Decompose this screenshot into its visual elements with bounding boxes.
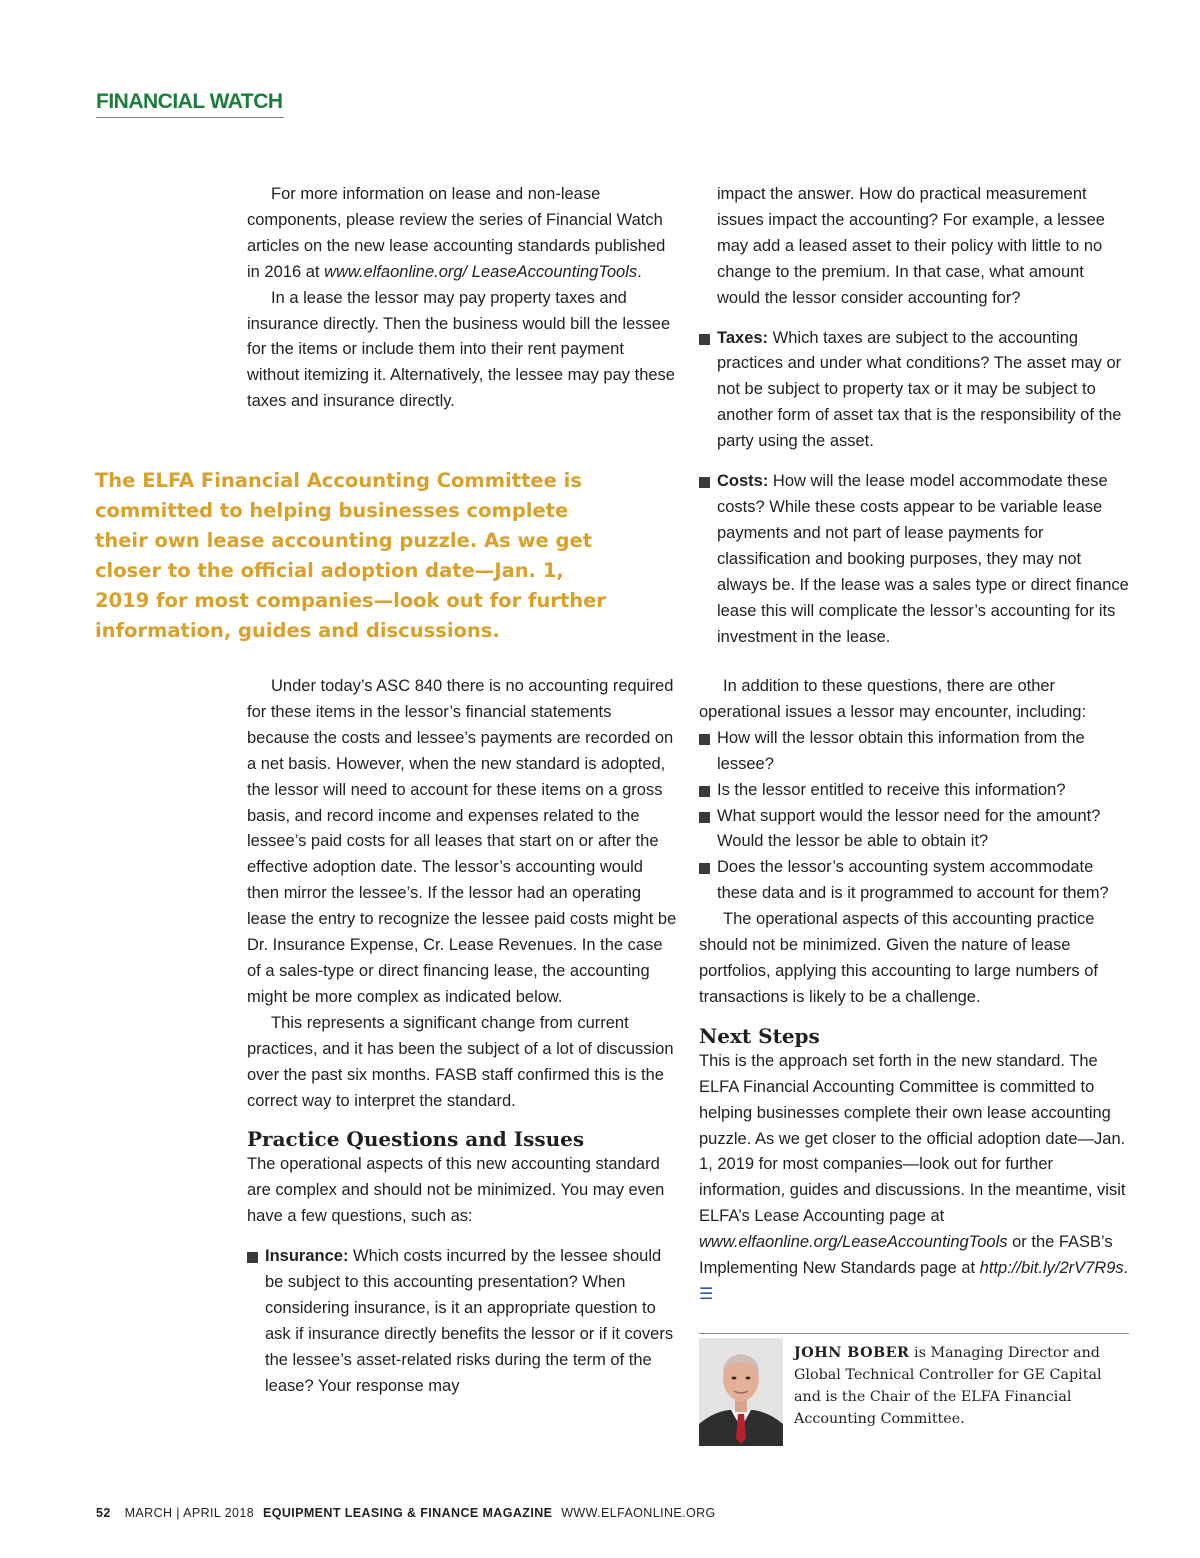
heading-next-steps: Next Steps: [699, 1023, 820, 1048]
column-1-top: [247, 182, 675, 415]
paragraph: In a lease the lessor may pay property taxes and insurance directly. Then the business would bill the lessee for the items or include them into their rent payment without itemizing it. Alternatively, the lessee may pay these taxes and insurance directly.: [247, 288, 675, 411]
square-bullet-icon: [699, 477, 710, 488]
paragraph: The operational aspects of this new accounting standard are complex and should not be minimized. You may even have a few questions, such as:: [247, 1155, 665, 1226]
question-list: [699, 326, 1131, 651]
column-1-bottom: [247, 674, 677, 1400]
list-item: Costs: How will the lease model accommodate these costs? While these costs appear to be variable lease payments and not part of lease payments for classification and booking purposes, they may not always be. If the lease was a sales type or direct finance lease this will complicate the lessor’s accounting for its investment in the lease.: [699, 469, 1131, 650]
section-title: FINANCIAL WATCH: [96, 90, 283, 113]
paragraph: In addition to these questions, there are other operational issues a lessor may encounter, including:: [699, 677, 1087, 721]
bio-text: JOHN BOBER is Managing Director and Global Technical Controller for GE Capital and is the Chair of the ELFA Financial Accounting Committee.: [794, 1345, 1102, 1427]
section-header: [96, 90, 284, 118]
page-number: 52: [96, 1506, 111, 1520]
pull-quote: The ELFA Financial Accounting Committee is committed to helping businesses complete their own lease accounting puzzle. As we get closer to the official adoption date—Jan. 1, 2019 for most companies—look out for further information, guides and discussions.: [95, 469, 607, 642]
list-item: Does the lessor’s accounting system accommodate these data and is it programmed to account for them?: [699, 855, 1131, 907]
issue-date: MARCH | APRIL 2018: [124, 1506, 255, 1520]
list-item: Is the lessor entitled to receive this information?: [699, 778, 1131, 804]
list-item: How will the lessor obtain this information from the lessee?: [699, 726, 1131, 778]
square-bullet-icon: [699, 734, 710, 745]
square-bullet-icon: [699, 786, 710, 797]
author-photo: [699, 1338, 783, 1446]
list-item: What support would the lessor need for the amount? Would the lessor be able to obtain it?: [699, 804, 1131, 856]
page-footer: [96, 1506, 716, 1520]
question-list: [247, 1244, 677, 1399]
paragraph: This is the approach set forth in the new standard. The ELFA Financial Accounting Committee is committed to helping businesses complete their own lease accounting puzzle. As we get closer to the official adoption date—Jan. 1, 2019 for most companies—look out for further information, guides and discussions. In the meantime, visit ELFA’s Lease Accounting page at www.elfaonline.org/LeaseAccountingTools or the FASB’s Implementing New Standards page at http://bit.ly/2rV7R9s. ☰: [699, 1051, 1129, 1303]
square-bullet-icon: [699, 334, 710, 345]
column-2-bottom: [699, 674, 1131, 1308]
magazine-name: EQUIPMENT LEASING & FINANCE MAGAZINE: [262, 1506, 553, 1520]
list-item: Insurance: Which costs incurred by the lessee should be subject to this accounting presentation? When considering insurance, is it an appropriate question to ask if insurance directly benefits the lessor or if it covers the lessee’s asset-related risks during the term of the lease? Your response may: [247, 1244, 677, 1399]
link-lease-accounting-tools[interactable]: www.elfaonline.org/LeaseAccountingTools: [699, 1233, 1008, 1252]
column-2-top: [699, 182, 1131, 650]
link-lease-accounting-tools[interactable]: www.elfaonline.org/ LeaseAccountingTools: [324, 262, 638, 281]
square-bullet-icon: [699, 863, 710, 874]
paragraph: impact the answer. How do practical measurement issues impact the accounting? For example, a lessee may add a leased asset to their policy with little to no change to the premium. In that case, what amount would the lessor consider accounting for?: [717, 185, 1105, 307]
paragraph: This represents a significant change from current practices, and it has been the subject of a lot of discussion over the past six months. FASB staff confirmed this is the correct way to interpret the standard.: [247, 1013, 674, 1110]
list-item: Taxes: Which taxes are subject to the accounting practices and under what conditions? The asset may or not be subject to property tax or it may be subject to another form of asset tax that is the responsibility of the party using the asset.: [699, 326, 1131, 456]
paragraph: The operational aspects of this accounting practice should not be minimized. Given the nature of lease portfolios, applying this accounting to large numbers of transactions is likely to be a challenge.: [699, 910, 1098, 1006]
link-fasb-standards[interactable]: http://bit.ly/2rV7R9s: [979, 1259, 1124, 1278]
article-end-icon: ☰: [699, 1285, 714, 1303]
paragraph: Under today’s ASC 840 there is no accounting required for these items in the lessor’s financial statements because the costs and lessee’s payments are recorded on a net basis. However, when the new standard is adopted, the lessor will need to account for these items on a gross basis, and record income and expenses related to the lessee’s paid costs for all leases that start on or after the effective adoption date. The lessor’s accounting would then mirror the lessee’s. If the lessor had an operating lease the entry to recognize the lessee paid costs might be Dr. Insurance Expense, Cr. Lease Revenues. In the case of a sales-type or direct financing lease, the accounting might be more complex as indicated below.: [247, 677, 677, 1006]
heading-practice-questions: Practice Questions and Issues: [247, 1127, 585, 1152]
author-bio: [699, 1333, 1129, 1446]
paragraph: For more information on lease and non-lease components, please review the series of Financial Watch articles on the new lease accounting standards published in 2016 at www.elfaonline.org/ LeaseAccountingTools.: [247, 185, 666, 281]
square-bullet-icon: [699, 812, 710, 823]
issue-list: [699, 726, 1131, 907]
square-bullet-icon: [247, 1252, 258, 1263]
website-link[interactable]: WWW.ELFAONLINE.ORG: [561, 1506, 716, 1520]
